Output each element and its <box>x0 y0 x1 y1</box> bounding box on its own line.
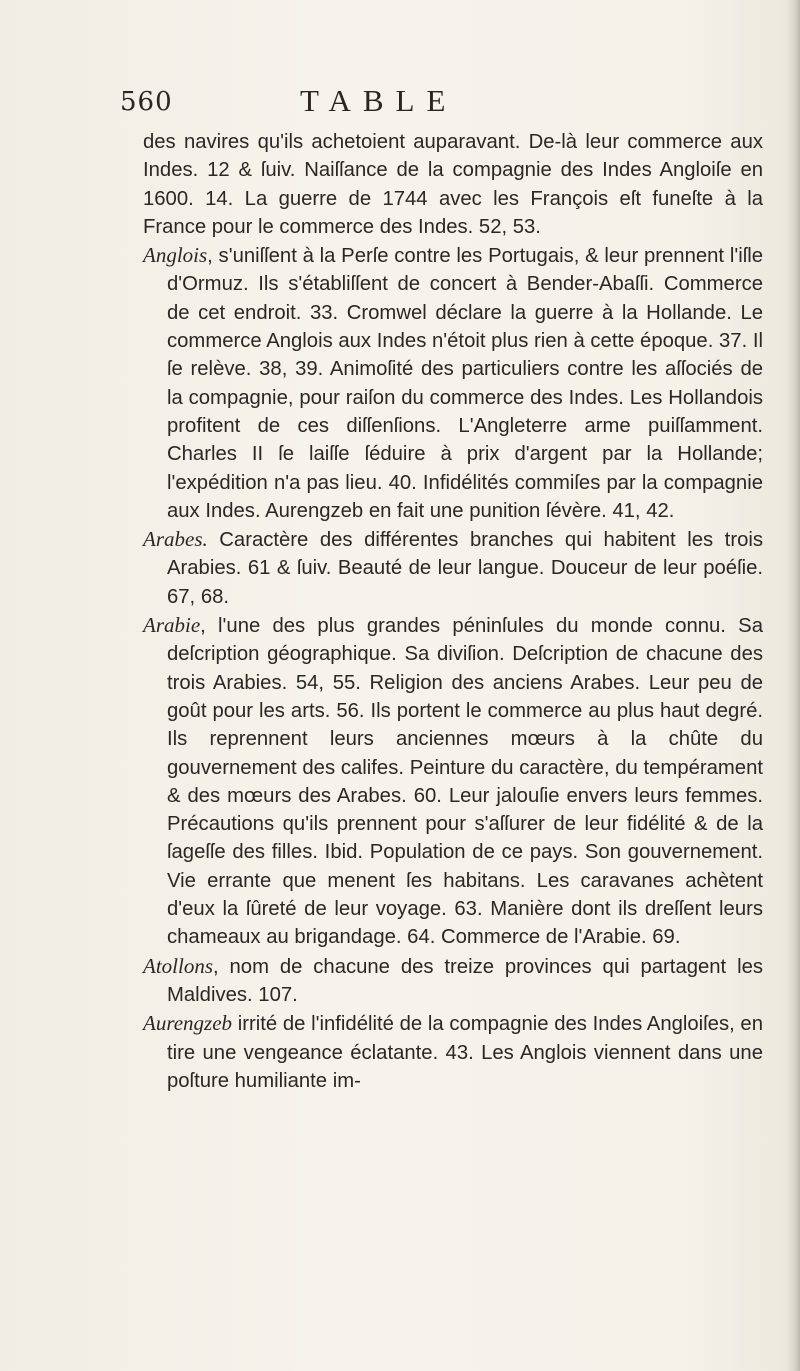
index-entry-atollons <box>143 952 763 1010</box>
index-entry-arabie <box>143 611 763 952</box>
entry-text: irrité de l'infidélité de la compagnie des Indes Angloiſes, en tire une vengeance éclatante. 43. Les Anglois viennent dans une poſture humiliante im- <box>167 1013 763 1092</box>
entry-text: , s'uniſſent à la Perſe contre les Portugais, & leur prennent l'iſle d'Ormuz. Ils s'établiſſent de concert à Bender-Abaſſi. Commerce de cet endroit. 33. Cromwel déclare la guerre à la Hollande. Le commerce Anglois aux Indes n'étoit plus rien à cette époque. 37. Il ſe relève. 38, 39. Animoſité des particuliers contre les aſſociés de la compagnie, pour raiſon du commerce des Indes. Les Hollandois profitent de ces diſſenſions. L'Angleterre arme puiſſamment. Charles II ſe laiſſe ſéduire à prix d'argent par la Hollande; l'expédition n'a pas lieu. 40. Infidélités commiſes par la compagnie aux Indes. Aurengzeb en fait une punition ſévère. 41, 42. <box>167 245 763 522</box>
entry-keyword: Arabes. <box>143 527 208 552</box>
entry-text: , nom de chacune des treize provinces qui partagent les Maldives. 107. <box>167 955 763 1006</box>
entry-keyword: Anglois <box>143 243 208 268</box>
index-entry-anglois <box>143 241 763 525</box>
index-entry-continued <box>143 128 763 241</box>
index-entry-aurengzeb <box>143 1009 763 1095</box>
entry-keyword: Aurengzeb <box>143 1011 233 1036</box>
entry-text: , l'une des plus grandes péninſules du monde connu. Sa deſcription géographique. Sa diviſion. Deſcription de chacune des trois Arabies. 54, 55. Religion des anciens Arabes. Leur peu de goût pour les arts. 56. Ils portent le commerce au plus haut degré. Ils reprennent leurs anciennes mœurs à la chûte du gouvernement des califes. Peinture du caractère, du tempérament & des mœurs des Arabes. 60. Leur jalouſie envers leurs femmes. Précautions qu'ils prennent pour s'aſſurer de leur fidélité & de la ſageſſe des filles. Ibid. Population de ce pays. Son gouvernement. Vie errante que menent ſes habitans. Les caravanes achètent d'eux la ſûreté de leur voyage. 63. Manière dont ils dreſſent leurs chameaux au brigandage. 64. Commerce de l'Arabie. 69. <box>167 615 763 949</box>
entry-text: Caractère des différentes branches qui habitent les trois Arabies. 61 & ſuiv. Beauté de leur langue. Douceur de leur poéſie. 67, 68. <box>167 529 763 608</box>
page-header <box>120 83 680 123</box>
index-entry-arabes <box>143 525 763 611</box>
entry-keyword: Arabie <box>143 613 201 638</box>
page-edge-shadow <box>786 0 800 1371</box>
page-number: 560 <box>120 87 173 117</box>
entry-text: des navires qu'ils achetoient auparavant. De-là leur commerce aux Indes. 12 & ſuiv. Naiſſance de la compagnie des Indes Angloiſe en 1600. 14. La guerre de 1744 avec les François eſt funeſte à la France pour le commerce des Indes. 52, 53. <box>143 131 763 238</box>
running-title: TABLE <box>300 83 458 118</box>
entry-keyword: Atollons <box>143 953 214 978</box>
index-content <box>143 128 763 1095</box>
